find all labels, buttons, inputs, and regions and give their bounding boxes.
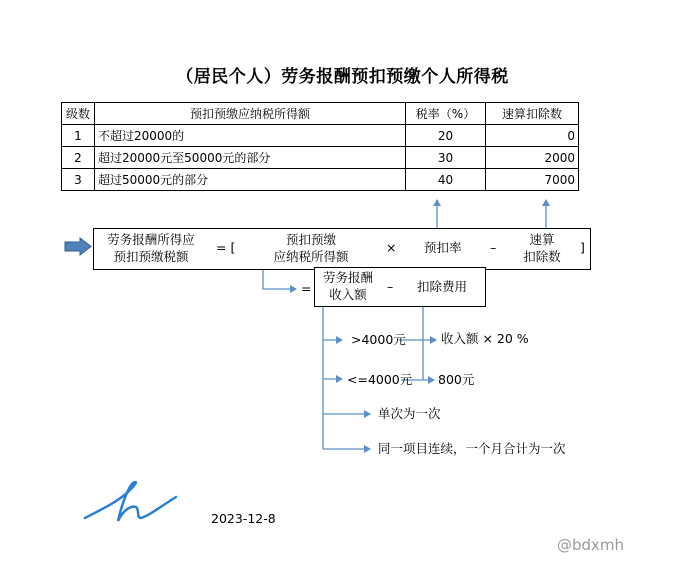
formula-minus: –	[490, 240, 497, 255]
formula-times: ×	[386, 240, 397, 255]
formula-term1-line1: 预扣预缴	[285, 232, 336, 247]
formula-close-bracket: ]	[580, 240, 585, 255]
page-title: （居民个人）劳务报酬预扣预缴个人所得税	[176, 67, 509, 87]
subformula-deduct: 扣除费用	[417, 279, 468, 294]
formula-term3-line1: 速算	[529, 232, 555, 247]
cell-rate: 30	[406, 147, 486, 169]
branch-gt-result: 收入额 × 20 %	[441, 331, 529, 346]
entry-arrow-icon	[65, 238, 91, 255]
signature-image	[85, 482, 176, 521]
branch-le-result: 800元	[438, 372, 475, 387]
cell-deduction: 7000	[486, 169, 579, 191]
header-level: 级数	[62, 103, 95, 125]
subformula-income-line1: 劳务报酬	[322, 270, 373, 285]
cell-level: 3	[62, 169, 95, 191]
arrow-to-subformula	[263, 269, 296, 289]
subformula-box	[314, 267, 486, 307]
formula-equals: = [	[216, 240, 236, 255]
header-deduction: 速算扣除数	[486, 103, 579, 125]
branch-gt-label: >4000元	[351, 332, 406, 347]
subformula-income-line2: 收入额	[329, 287, 367, 302]
cell-rate: 20	[406, 125, 486, 147]
header-rate: 税率（%）	[406, 103, 486, 125]
branch-le-label: <=4000元	[347, 372, 413, 387]
cell-deduction: 2000	[486, 147, 579, 169]
cell-range: 超过50000元的部分	[95, 169, 406, 191]
cell-level: 1	[62, 125, 95, 147]
cell-range: 不超过20000的	[95, 125, 406, 147]
watermark: @bdxmh	[557, 536, 625, 554]
formula-rate: 预扣率	[424, 240, 462, 255]
formula-term3-line2: 扣除数	[523, 249, 561, 264]
subformula-equals: =	[301, 281, 312, 296]
header-range: 预扣预缴应纳税所得额	[95, 103, 406, 125]
document-date: 2023-12-8	[211, 511, 276, 526]
formula-lhs-line2: 预扣预缴税额	[113, 249, 189, 264]
cell-deduction: 0	[486, 125, 579, 147]
formula-lhs-line1: 劳务报酬所得应	[107, 232, 195, 247]
cell-rate: 40	[406, 169, 486, 191]
formula-term1-line2: 应纳税所得额	[273, 249, 349, 264]
cell-range: 超过20000元至50000元的部分	[95, 147, 406, 169]
branch-single: 单次为一次	[378, 406, 441, 421]
cell-level: 2	[62, 147, 95, 169]
subformula-minus: –	[387, 279, 394, 294]
formula-box	[93, 228, 591, 270]
branch-continuous: 同一项目连续，一个月合计为一次	[378, 441, 566, 456]
